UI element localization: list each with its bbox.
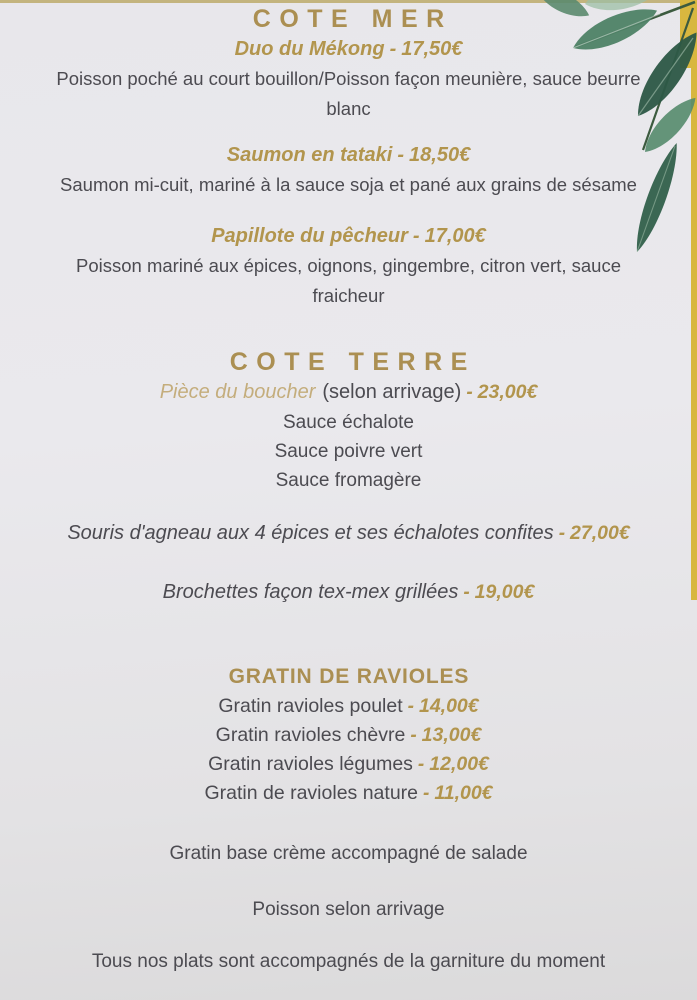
dish-name: Gratin de ravioles nature bbox=[204, 782, 418, 804]
dish-name: Pièce du boucher bbox=[159, 381, 316, 403]
sauce-option: Sauce fromagère bbox=[275, 470, 422, 491]
dish-price: 27,00€ bbox=[570, 522, 630, 544]
price-separator: - bbox=[389, 38, 397, 60]
dish-name: Souris d'agneau aux 4 épices et ses échalotes confites bbox=[67, 522, 554, 544]
dish-souris-agneau bbox=[0, 518, 697, 549]
sauce-option: Sauce échalote bbox=[283, 412, 414, 433]
dish-gratin-nature bbox=[0, 779, 697, 808]
section-title-gratin-de-ravioles: GRATIN DE RAVIOLES bbox=[228, 665, 470, 688]
dish-price: 19,00€ bbox=[474, 581, 535, 603]
dish-name: Papillote du pêcheur bbox=[211, 225, 408, 247]
sauce-option: Sauce poivre vert bbox=[274, 441, 423, 462]
dish-saumon-en-tataki bbox=[0, 140, 697, 170]
dish-description: Saumon mi-cuit, mariné à la sauce soja et pané aux grains de sésame bbox=[60, 174, 637, 195]
dish-name: Gratin ravioles chèvre bbox=[215, 724, 406, 746]
dish-name: Gratin ravioles légumes bbox=[208, 753, 413, 775]
price-separator: - bbox=[423, 783, 430, 804]
dish-gratin-legumes bbox=[0, 750, 697, 779]
dish-name: Saumon en tataki bbox=[226, 144, 393, 166]
section-title-cote-mer: COTE MER bbox=[252, 5, 453, 33]
dish-gratin-poulet bbox=[0, 692, 697, 721]
price-separator: - bbox=[466, 382, 473, 403]
price-separator: - bbox=[558, 523, 566, 544]
price-separator: - bbox=[463, 582, 470, 603]
price-separator: - bbox=[410, 725, 417, 746]
dish-price: 18,50€ bbox=[409, 144, 471, 166]
price-separator: - bbox=[407, 696, 414, 717]
menu-note: Poisson selon arrivage bbox=[252, 899, 445, 920]
menu-note: Gratin base crème accompagné de salade bbox=[169, 843, 528, 864]
dish-note: (selon arrivage) bbox=[322, 381, 462, 403]
dish-name: Duo du Mékong bbox=[234, 38, 385, 60]
dish-piece-du-boucher bbox=[0, 377, 697, 408]
dish-duo-du-mekong bbox=[0, 34, 697, 64]
price-separator: - bbox=[412, 225, 420, 247]
price-separator: - bbox=[397, 144, 405, 166]
dish-papillote-du-pecheur bbox=[0, 221, 697, 251]
section-title-cote-terre: COTE TERRE bbox=[229, 348, 476, 376]
dish-name: Gratin ravioles poulet bbox=[218, 695, 403, 717]
dish-gratin-chevre bbox=[0, 721, 697, 750]
dish-price: 12,00€ bbox=[429, 753, 489, 775]
dish-description: Poisson poché au court bouillon/Poisson façon meunière, sauce beurre blanc bbox=[56, 68, 641, 119]
dish-price: 17,00€ bbox=[424, 225, 486, 247]
menu-note: Tous nos plats sont accompagnés de la garniture du moment bbox=[91, 951, 606, 972]
dish-price: 14,00€ bbox=[418, 695, 479, 717]
dish-price: 23,00€ bbox=[477, 381, 538, 403]
dish-price: 17,50€ bbox=[401, 38, 463, 60]
dish-name: Brochettes façon tex-mex grillées bbox=[162, 581, 459, 603]
dish-price: 13,00€ bbox=[421, 724, 482, 746]
dish-price: 11,00€ bbox=[434, 782, 493, 804]
dish-description: Poisson mariné aux épices, oignons, gingembre, citron vert, sauce fraicheur bbox=[75, 255, 621, 306]
price-separator: - bbox=[417, 754, 425, 775]
dish-brochettes-tex-mex bbox=[0, 577, 697, 608]
